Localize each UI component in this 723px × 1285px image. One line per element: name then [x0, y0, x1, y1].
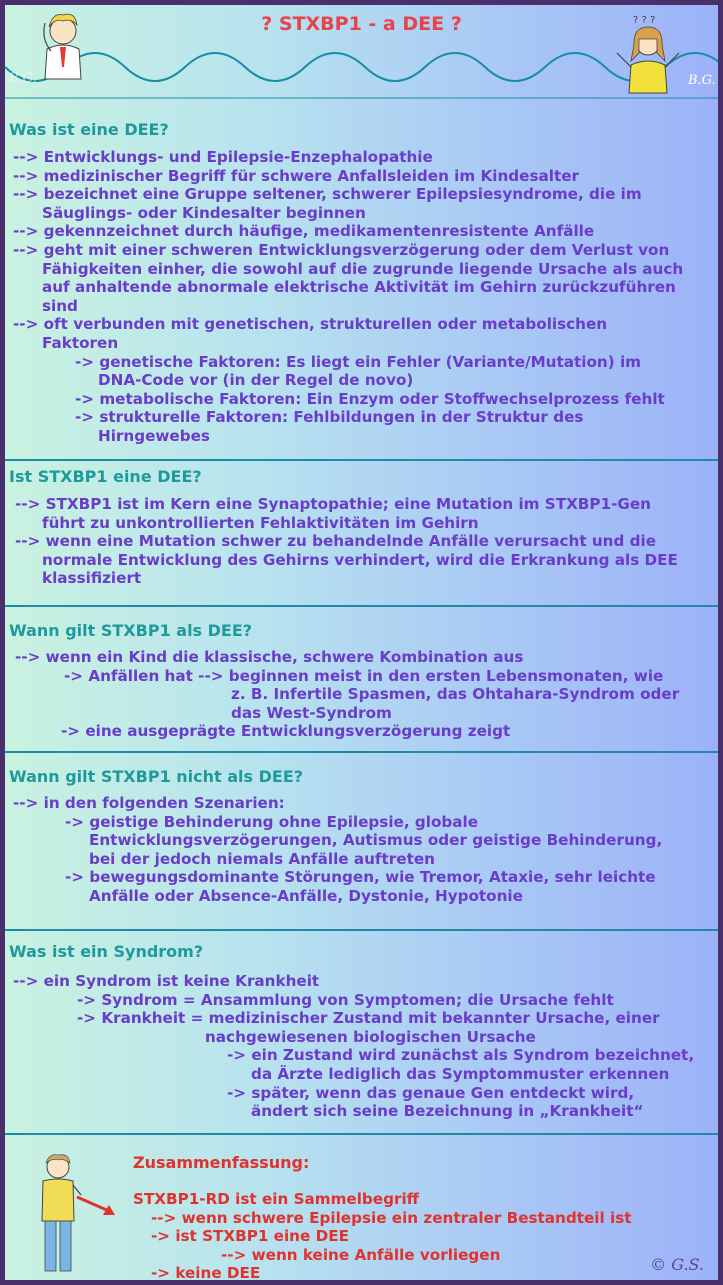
section-title: Was ist eine DEE? [9, 120, 169, 139]
section-divider [5, 751, 718, 753]
summary-line: STXBP1-RD ist ein Sammelbegriff [133, 1190, 419, 1208]
text-line: --> geht mit einer schweren Entwicklungsverzögerung oder dem Verlust von [13, 241, 670, 259]
section-stxbp1-dee [5, 459, 718, 605]
text-line: ändert sich seine Bezeichnung in „Krankheit“ [251, 1102, 644, 1121]
text-line: führt zu unkontrollierten Fehlaktivitäten im Gehirn [42, 513, 479, 532]
signature-left: B.G. [9, 71, 37, 86]
summary-line: --> wenn schwere Epilepsie ein zentraler Bestandteil ist [151, 1208, 632, 1227]
text-line: Faktoren [42, 334, 119, 352]
text-line: Fähigkeiten einher, die sowohl auf die zugrunde liegende Ursache als auch [42, 259, 684, 278]
summary-line: -> keine DEE [151, 1264, 261, 1280]
text-line: --> gekennzeichnet durch häufige, medikamentenresistente Anfälle [13, 222, 595, 241]
text-line: sind [42, 296, 78, 315]
text-line: klassifiziert [42, 569, 142, 588]
girl-figure-icon [613, 9, 683, 97]
text-line: -> später, wenn das genaue Gen entdeckt wird, [227, 1083, 635, 1102]
text-line: -> metabolische Faktoren: Ein Enzym oder Stoffwechselprozess fehlt [75, 389, 665, 408]
text-line: z. B. Infertile Spasmen, das Ohtahara-Syndrom oder [231, 685, 680, 704]
summary-line: -> ist STXBP1 eine DEE [151, 1227, 349, 1245]
header [5, 5, 718, 105]
text-line: Hirngewebes [98, 427, 210, 445]
text-line: -> Krankheit = medizinischer Zustand mit bekannter Ursache, einer [77, 1009, 660, 1028]
text-line: das West-Syndrom [231, 703, 392, 722]
signature-right: B.G. [688, 73, 716, 88]
text-line: -> eine ausgeprägte Entwicklungsverzögerung zeigt [61, 722, 511, 741]
section-syndrom [5, 929, 718, 1133]
section-divider [5, 459, 718, 461]
copyright: © G.S. [650, 1255, 704, 1274]
text-line: -> Anfällen hat --> beginnen meist in den ersten Lebensmonaten, wie [64, 666, 664, 685]
svg-text:? ? ?: ? ? ? [633, 15, 656, 26]
text-line: --> ein Syndrom ist keine Krankheit [13, 972, 320, 990]
text-line: --> in den folgenden Szenarien: [13, 794, 285, 812]
text-line: Entwicklungsverzögerungen, Autismus oder geistige Behinderung, [89, 831, 663, 850]
text-line: --> oft verbunden mit genetischen, strukturellen oder metabolischen [13, 315, 608, 334]
text-line: Anfälle oder Absence-Anfälle, Dystonie, Hypotonie [89, 887, 523, 905]
red-arrow-icon [75, 1193, 119, 1219]
text-line: --> wenn ein Kind die klassische, schwere Kombination aus [15, 648, 524, 666]
text-line: bei der jedoch niemals Anfälle auftreten [89, 849, 435, 868]
text-line: --> Entwicklungs- und Epilepsie-Enzephalopathie [13, 148, 433, 166]
section-wann-gilt [5, 605, 718, 751]
summary-title: Zusammenfassung: [133, 1153, 310, 1172]
text-line: --> bezeichnet eine Gruppe seltener, schwerer Epilepsiesyndrome, die im [13, 185, 642, 204]
text-line: --> medizinischer Begriff für schwere Anfallsleiden im Kindesalter [13, 166, 579, 185]
text-line: -> Syndrom = Ansammlung von Symptomen; die Ursache fehlt [77, 990, 614, 1009]
text-line: -> strukturelle Faktoren: Fehlbildungen in der Struktur des [75, 408, 584, 427]
text-line: --> wenn eine Mutation schwer zu behandelnde Anfälle verursacht und die [15, 532, 657, 551]
text-line: da Ärzte lediglich das Symptommuster erkennen [251, 1065, 670, 1083]
summary-section [5, 1133, 718, 1280]
section-dee [5, 112, 718, 459]
section-title: Ist STXBP1 eine DEE? [9, 467, 202, 486]
text-line: -> genetische Faktoren: Es liegt ein Fehler (Variante/Mutation) im [75, 352, 641, 371]
section-wann-nicht [5, 751, 718, 929]
section-divider [5, 1133, 718, 1135]
summary-line: --> wenn keine Anfälle vorliegen [221, 1245, 501, 1264]
text-line: auf anhaltende abnormale elektrische Aktivität im Gehirn zurückzuführen [42, 278, 676, 297]
text-line: -> ein Zustand wird zunächst als Syndrom bezeichnet, [227, 1046, 695, 1065]
section-title: Was ist ein Syndrom? [9, 942, 204, 961]
section-divider [5, 605, 718, 607]
text-line: --> STXBP1 ist im Kern eine Synaptopathie; eine Mutation im STXBP1-Gen [15, 495, 651, 513]
section-title: Wann gilt STXBP1 als DEE? [9, 621, 253, 640]
text-line: -> geistige Behinderung ohne Epilepsie, globale [65, 812, 479, 831]
page-title: ? STXBP1 - a DEE ? [261, 13, 462, 35]
section-title: Wann gilt STXBP1 nicht als DEE? [9, 767, 304, 786]
text-line: -> bewegungsdominante Störungen, wie Tremor, Ataxie, sehr leichte [65, 868, 656, 887]
text-line: Säuglings- oder Kindesalter beginnen [42, 203, 366, 222]
text-line: nachgewiesenen biologischen Ursache [205, 1027, 536, 1046]
text-line: DNA-Code vor (in der Regel de novo) [98, 371, 414, 390]
infographic-page [5, 5, 718, 1280]
text-line: normale Entwicklung des Gehirns verhindert, wird die Erkrankung als DEE [42, 550, 678, 569]
section-divider [5, 929, 718, 931]
